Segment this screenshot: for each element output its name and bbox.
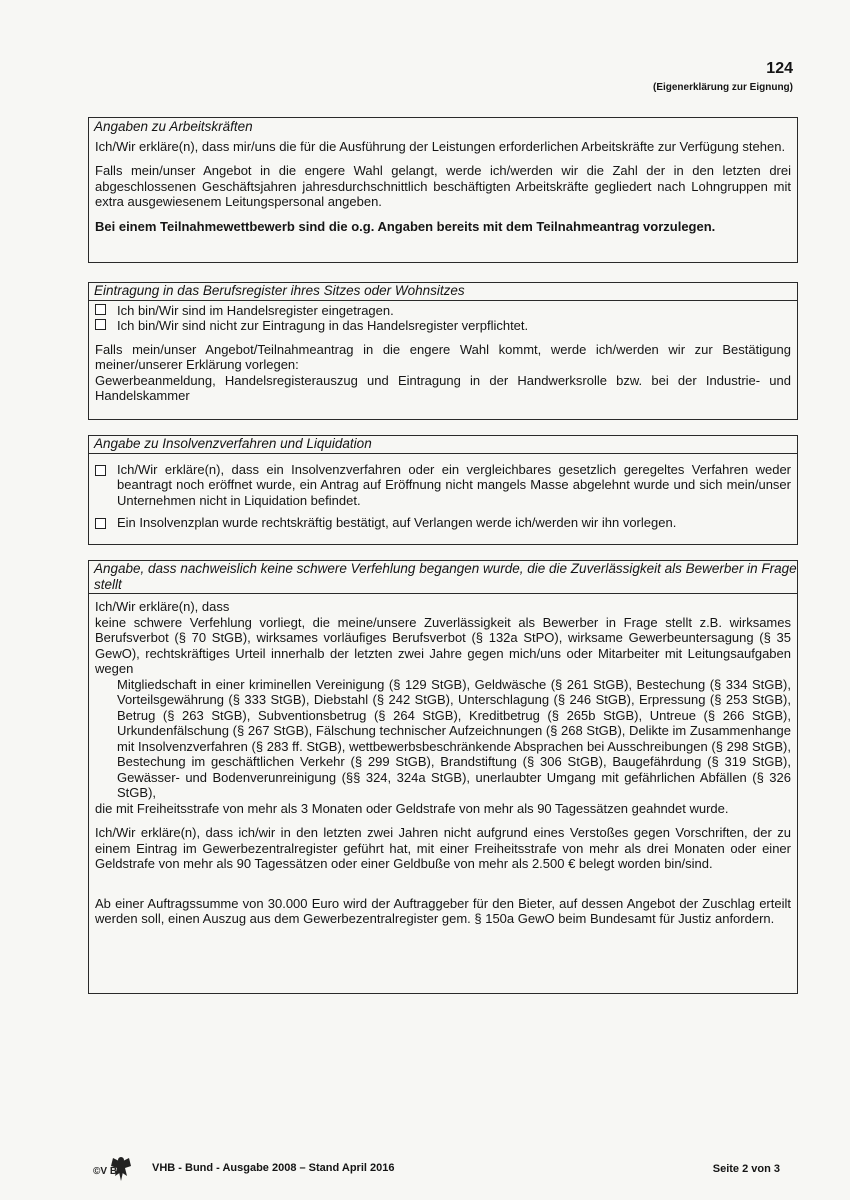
checkbox-row[interactable]	[95, 462, 791, 509]
paragraph-indented: Mitgliedschaft in einer kriminellen Vereinigung (§ 129 StGB), Geldwäsche (§ 261 StGB), Bestechung (§ 334 StGB), Vorteilsgewährung (§ 333 StGB), Diebstahl (§ 242 StGB), Unterschlagung (§ 246 StGB), Erpressung (§ 253 StGB), Betrug (§ 263 StGB), Subventionsbetrug (§ 264 StGB), Kreditbetrug (§ 265b StGB), Untreue (§ 266 StGB), Urkundenfälschung (§ 267 StGB), Fälschung technischer Aufzeichnungen (§ 268 StGB), Delikte im Zusammenhange mit Insolvenzverfahren (§ 283 ff. StGB), wettbewerbsbeschränkende Absprachen bei Ausschreibungen (§ 298 StGB), Bestechung im geschäftlichen Verkehr (§ 299 StGB), Brandstiftung (§ 306 StGB), Baugefährdung (§ 319 StGB), Gewässer- und Bodenverunreinigung (§§ 324, 324a StGB), unerlaubter Umgang mit gefährlichen Abfällen (§ 326 StGB),	[117, 676, 791, 800]
section-title-bar	[89, 436, 797, 454]
checkbox-handelsregister-eingetragen[interactable]	[95, 304, 106, 315]
checkbox-row[interactable]	[95, 318, 791, 334]
checkbox-kein-insolvenzverfahren[interactable]	[95, 465, 106, 476]
paragraph: keine schwere Verfehlung vorliegt, die meine/unsere Zuverlässigkeit als Bewerber in Frage stellt z.B. wirksames Berufsverbot (§ 70 StGB), wirksames vorläufiges Berufsverbot (§ 132a StPO), wirksame Gewerbeuntersagung (§ 35 GewO), rechtskräftiges Urteil innerhalb der letzten zwei Jahre gegen mich/uns oder Mitarbeiter mit Leitungsaufgaben wegen	[95, 614, 791, 676]
section-title-bar	[89, 561, 797, 594]
logo-text: ©V B	[93, 1166, 118, 1177]
checkbox-label: Ich/Wir erkläre(n), dass ein Insolvenzverfahren oder ein vergleichbares gesetzlich geregeltes Verfahren weder beantragt noch eröffnet wurde, ein Antrag auf Eröffnung nicht mangels Masse abgelehnt wurde und sich mein/unser Unternehmen nicht in Liquidation befindet.	[117, 461, 791, 508]
checkbox-nicht-verpflichtet[interactable]	[95, 319, 106, 330]
page-number: 124	[766, 60, 793, 77]
footer-page-number: Seite 2 von 3	[712, 1163, 780, 1175]
section-title: Angaben zu Arbeitskräften	[94, 119, 253, 134]
section-berufsregister	[88, 282, 798, 420]
paragraph: Ich/Wir erkläre(n), dass mir/uns die für die Ausführung der Leistungen erforderlichen Arbeitskräfte zur Verfügung stehen.	[95, 138, 786, 154]
page-subtitle: (Eigenerklärung zur Eignung)	[652, 82, 793, 93]
paragraph: Falls mein/unser Angebot in die engere Wahl gelangt, werde ich/werden wir die Zahl der in den letzten drei abgeschlossenen Geschäftsjahren jahresdurchschnittlich beschäftigten Arbeitskräfte gegliedert nach Lohngruppen mit extra ausgewiesenem Leitungspersonal angeben.	[95, 163, 791, 209]
checkbox-row[interactable]	[95, 515, 791, 531]
checkbox-label: Ich bin/Wir sind im Handelsregister eingetragen.	[117, 302, 394, 318]
paragraph: Falls mein/unser Angebot/Teilnahmeantrag in die engere Wahl kommt, werde ich/werden wir zur Bestätigung meiner/unserer Erklärung vorlegen:	[95, 341, 791, 372]
paragraph: Ich/Wir erkläre(n), dass ich/wir in den letzten zwei Jahren nicht aufgrund eines Verstoßes gegen Vorschriften, der zu einem Eintrag im Gewerbezentralregister geführt hat, mit einer Freiheitsstrafe von mehr als drei Monaten oder einer Geldstrafe von mehr als 90 Tagessätzen oder einer Geldbuße von mehr als 2.500 € belegt worden bin/sind.	[95, 825, 791, 871]
checkbox-row[interactable]	[95, 303, 791, 319]
paragraph: Gewerbeanmeldung, Handelsregisterauszug und Eintragung in der Handwerksrolle bzw. bei der Industrie- und Handelskammer	[95, 372, 791, 403]
checkbox-label: Ein Insolvenzplan wurde rechtskräftig bestätigt, auf Verlangen werde ich/werden wir ihn vorlegen.	[117, 515, 677, 530]
checkbox-label: Ich bin/Wir sind nicht zur Eintragung in das Handelsregister verpflichtet.	[117, 318, 529, 333]
section-title-bar	[89, 283, 797, 301]
footer-text: VHB - Bund - Ausgabe 2008 – Stand April 2016	[152, 1162, 395, 1174]
section-title: Eintragung in das Berufsregister ihres Sitzes oder Wohnsitzes	[94, 283, 465, 298]
paragraph: Ab einer Auftragssumme von 30.000 Euro wird der Auftraggeber für den Bieter, auf dessen Angebot der Zuschlag erteilt werden soll, einen Auszug aus dem Gewerbezentralregister gem. § 150a GewO beim Bundesamt für Justiz anfordern.	[95, 895, 791, 926]
checkbox-insolvenzplan[interactable]	[95, 518, 106, 529]
section-insolvenz	[88, 435, 798, 545]
vob-eagle-logo	[93, 1154, 149, 1182]
paragraph-bold: Bei einem Teilnahmewettbewerb sind die o.g. Angaben bereits mit dem Teilnahmeantrag vorzulegen.	[95, 218, 716, 234]
paragraph: Ich/Wir erkläre(n), dass	[95, 599, 230, 614]
section-schwere-verfehlung	[88, 560, 798, 994]
section-title: Angabe, dass nachweislich keine schwere Verfehlung begangen wurde, die die Zuverlässigkeit als Bewerber in Frage stellt	[94, 561, 797, 592]
section-arbeitskraefte	[88, 117, 798, 263]
section-title: Angabe zu Insolvenzverfahren und Liquidation	[94, 436, 372, 451]
paragraph: die mit Freiheitsstrafe von mehr als 3 Monaten oder Geldstrafe von mehr als 90 Tagessätzen geahndet wurde.	[95, 800, 729, 816]
